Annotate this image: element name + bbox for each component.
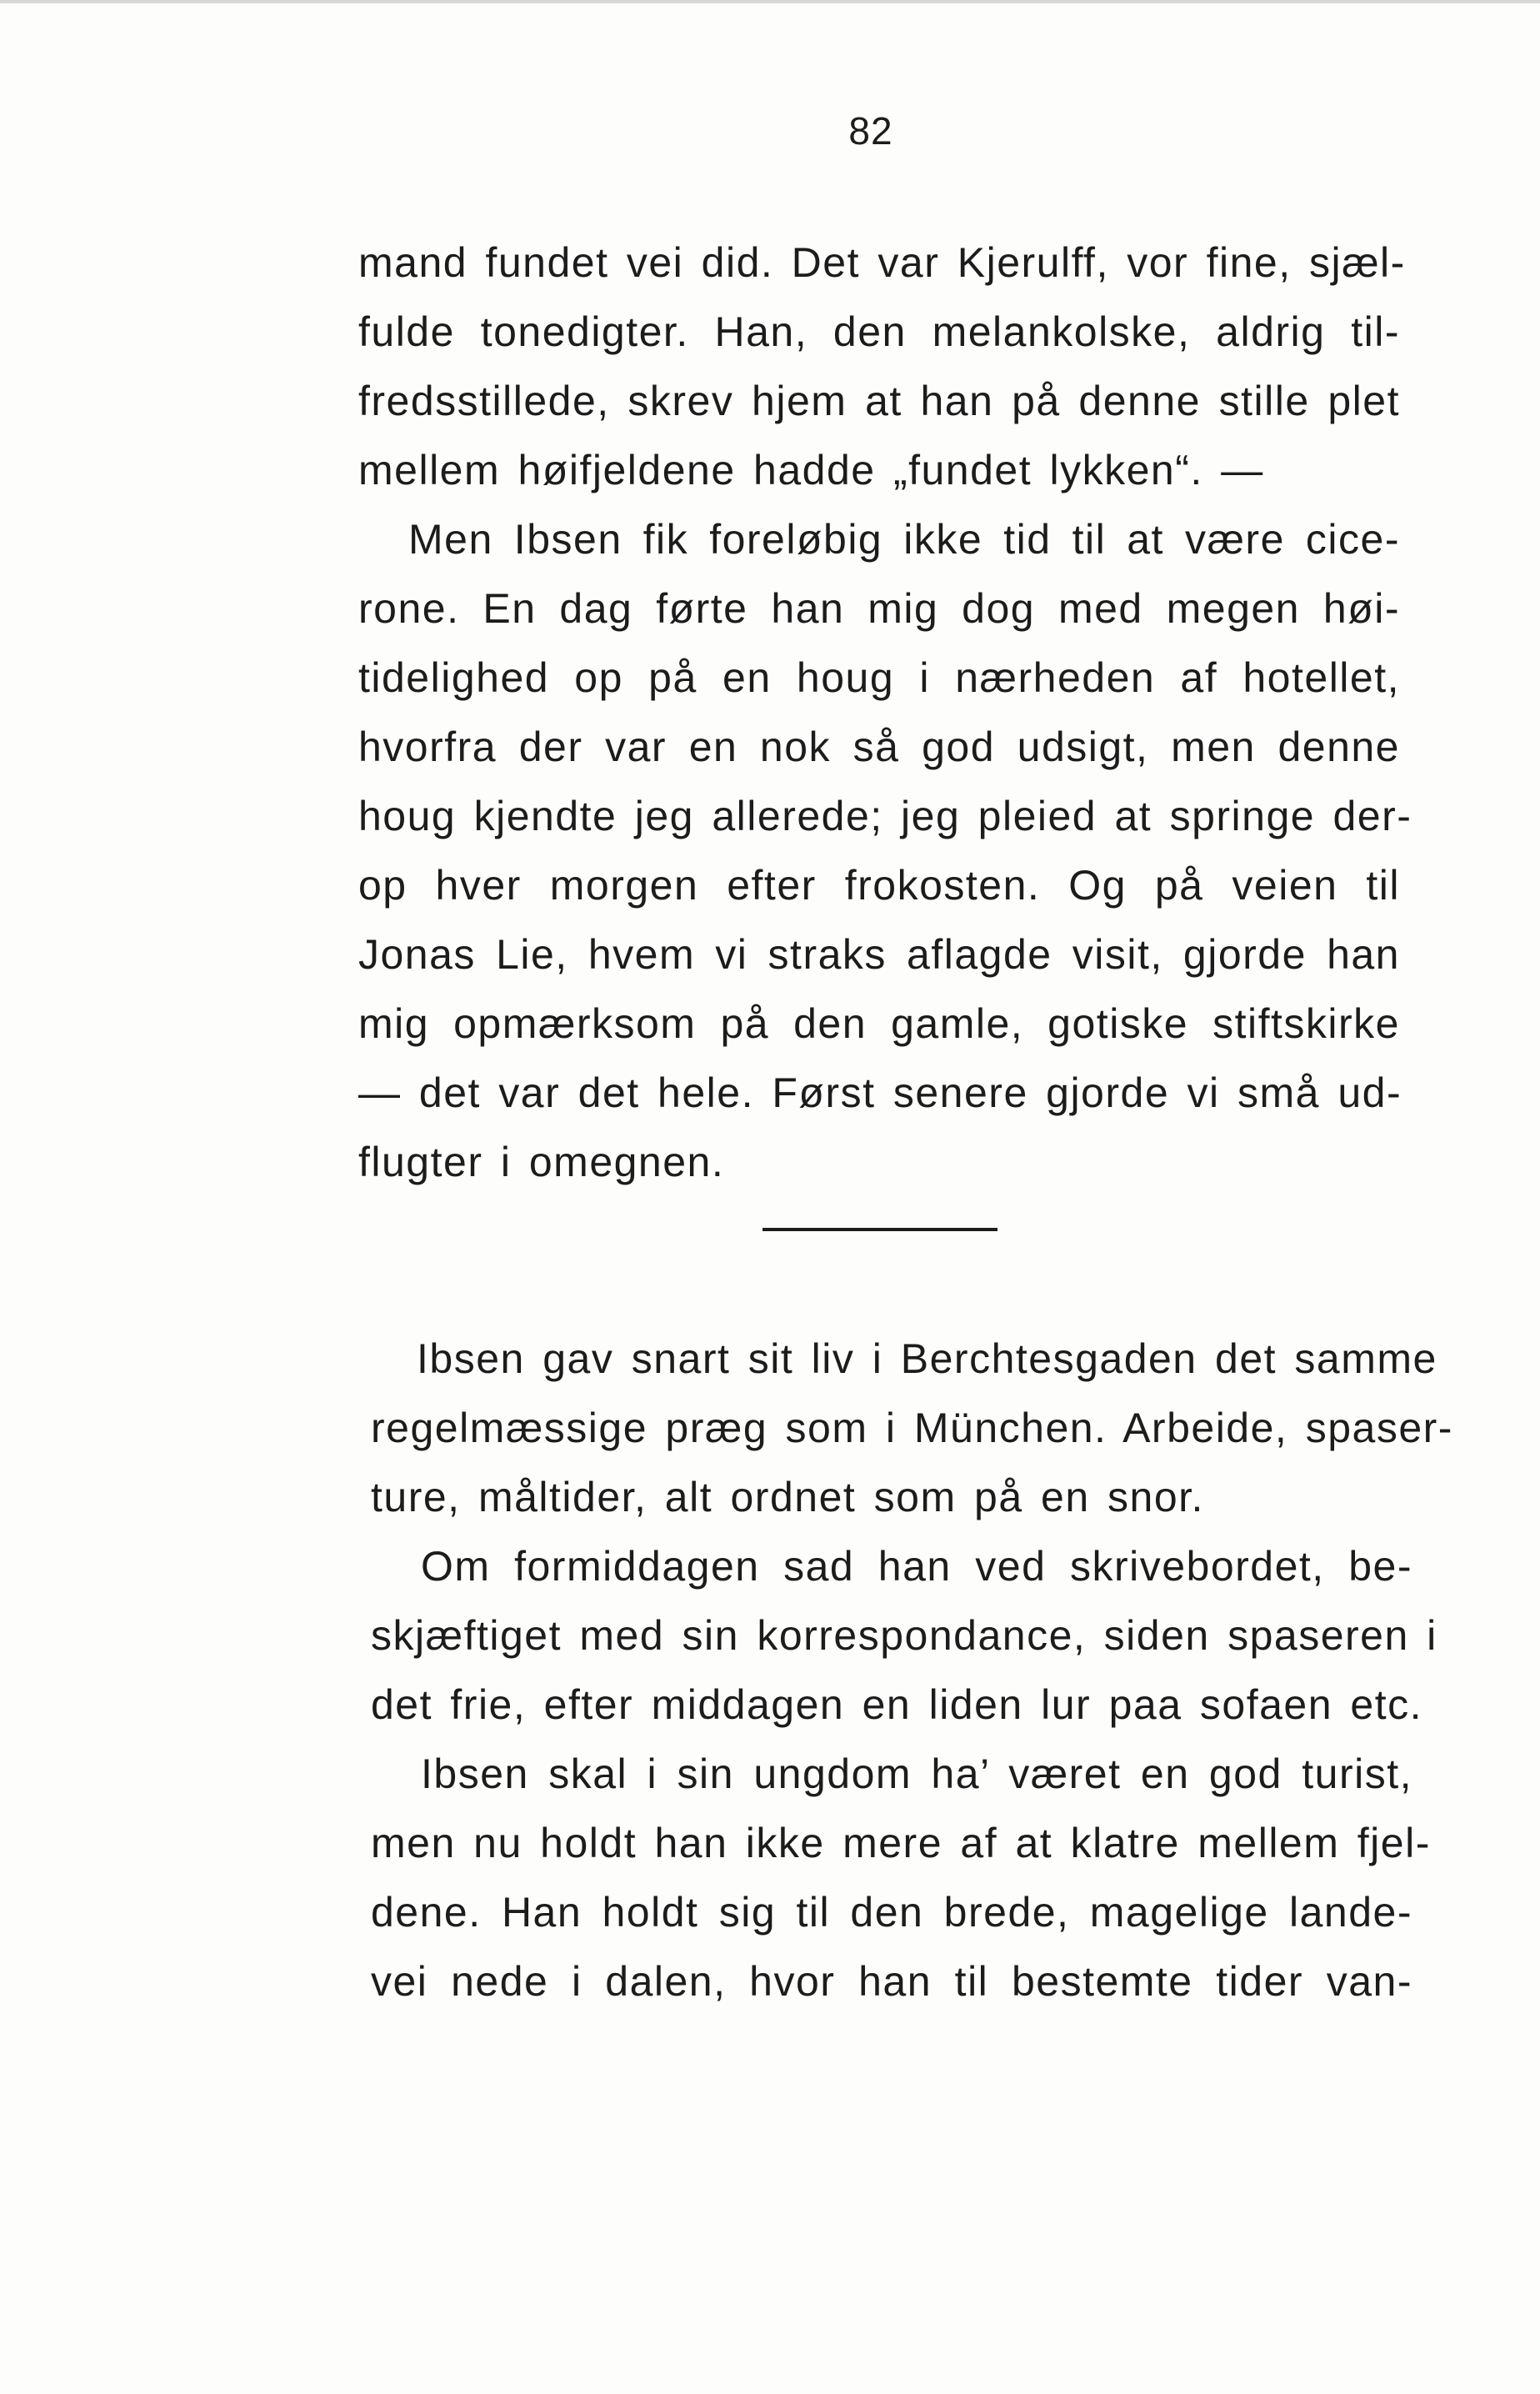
text-line: Om formiddagen sad han ved skrivebordet, be-	[421, 1543, 1412, 1590]
text-line: fulde tonedigter. Han, den melankolske, aldrig til-	[358, 308, 1400, 355]
page-number: 82	[848, 109, 893, 153]
text-line: mellem høifjeldene hadde „fundet lykken“. —	[358, 447, 1264, 493]
text-line: mand fundet vei did. Det var Kjerulff, vor fine, sjæl-	[358, 239, 1406, 286]
text-line: — det var det hele. Først senere gjorde vi små ud-	[358, 1069, 1402, 1116]
text-line: skjæftiget med sin korrespondance, siden spaseren i	[371, 1612, 1438, 1659]
text-line: mig opmærksom på den gamle, gotiske stiftskirke	[358, 1000, 1400, 1047]
text-line: rone. En dag førte han mig dog med megen høi-	[358, 585, 1400, 632]
text-line: flugter i omegnen.	[358, 1139, 725, 1185]
text-line: Ibsen gav snart sit liv i Berchtesgaden det samme	[417, 1335, 1438, 1382]
text-line: Men Ibsen fik foreløbig ikke tid til at være cice-	[408, 516, 1400, 563]
text-line: regelmæssige præg som i München. Arbeide, spaser-	[371, 1405, 1453, 1451]
text-line: Jonas Lie, hvem vi straks aflagde visit, gjorde han	[358, 931, 1400, 978]
text-line: Ibsen skal i sin ungdom ha’ været en god turist,	[421, 1750, 1412, 1797]
text-line: hvorfra der var en nok så god udsigt, men denne	[358, 724, 1400, 770]
text-line: men nu holdt han ikke mere af at klatre mellem fjel-	[371, 1820, 1431, 1866]
text-line: houg kjendte jeg allerede; jeg pleied at springe der-	[358, 793, 1412, 839]
text-line: det frie, efter middagen en liden lur paa sofaen etc.	[371, 1681, 1422, 1728]
text-line: fredsstillede, skrev hjem at han på denne stille plet	[358, 378, 1400, 424]
text-line: vei nede i dalen, hvor han til bestemte tider van-	[371, 1958, 1412, 2005]
text-line: ture, måltider, alt ordnet som på en snor.	[371, 1474, 1204, 1520]
text-line: dene. Han holdt sig til den brede, magelige lande-	[371, 1889, 1412, 1936]
text-line: tidelighed op på en houg i nærheden af hotellet,	[358, 654, 1400, 701]
text-line: op hver morgen efter frokosten. Og på veien til	[358, 862, 1400, 909]
page-edge	[0, 0, 1540, 3]
section-divider	[762, 1228, 998, 1231]
